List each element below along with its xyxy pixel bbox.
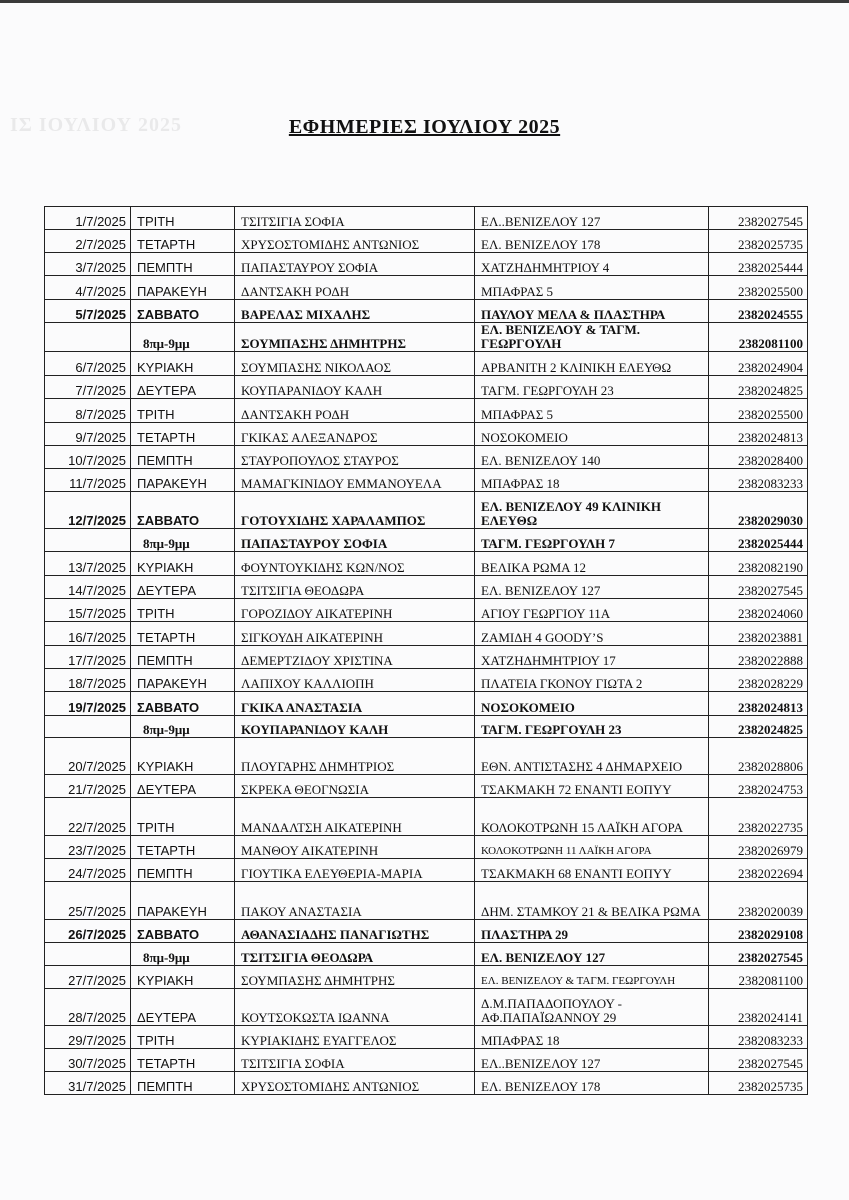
address-cell: ΕΛ. ΒΕΝΙΖΕΛΟΥ & ΤΑΓΜ. ΓΕΩΡΓΟΥΛΗ xyxy=(475,323,709,352)
day-cell: ΣΑΒΒΑΤΟ xyxy=(131,300,235,323)
day-cell: ΠΑΡΑΚΕΥΗ xyxy=(131,882,235,920)
phone-cell: 2382027545 xyxy=(709,943,808,966)
day-cell: 8πμ-9μμ xyxy=(131,943,235,966)
address-cell: ΕΛ. ΒΕΝΙΖΕΛΟΥ 178 xyxy=(475,1072,709,1095)
day-cell: ΚΥΡΙΑΚΗ xyxy=(131,738,235,775)
table-row xyxy=(45,798,808,836)
address-cell: ΕΛ. ΒΕΝΙΖΕΛΟΥ 127 xyxy=(475,943,709,966)
phone-cell: 2382025735 xyxy=(709,230,808,253)
table-row xyxy=(45,552,808,576)
phone-cell: 2382024825 xyxy=(709,376,808,399)
date-cell: 10/7/2025 xyxy=(45,446,131,469)
table-row xyxy=(45,492,808,529)
address-cell: ΑΡΒΑΝΙΤΗ 2 ΚΛΙΝΙΚΗ ΕΛΕΥΘΩ xyxy=(475,352,709,376)
phone-cell: 2382029030 xyxy=(709,492,808,529)
pharmacist-name-cell: ΣΤΑΥΡΟΠΟΥΛΟΣ ΣΤΑΥΡΟΣ xyxy=(235,446,475,469)
table-row xyxy=(45,576,808,599)
date-cell: 2/7/2025 xyxy=(45,230,131,253)
phone-cell: 2382022735 xyxy=(709,798,808,836)
table-row xyxy=(45,836,808,859)
day-cell: ΚΥΡΙΑΚΗ xyxy=(131,352,235,376)
table-row xyxy=(45,859,808,882)
date-cell: 4/7/2025 xyxy=(45,276,131,300)
pharmacist-name-cell: ΔΑΝΤΣΑΚΗ ΡΟΔΗ xyxy=(235,399,475,423)
day-cell: ΤΕΤΑΡΤΗ xyxy=(131,230,235,253)
date-cell: 27/7/2025 xyxy=(45,966,131,989)
address-cell: ΕΘΝ. ΑΝΤΙΣΤΑΣΗΣ 4 ΔΗΜΑΡΧΕΙΟ xyxy=(475,738,709,775)
phone-cell: 2382023881 xyxy=(709,622,808,646)
pharmacist-name-cell: ΜΑΜΑΓΚΙΝΙΔΟΥ ΕΜΜΑΝΟΥΕΛΑ xyxy=(235,469,475,492)
date-cell: 14/7/2025 xyxy=(45,576,131,599)
phone-cell: 2382024555 xyxy=(709,300,808,323)
table-row xyxy=(45,207,808,230)
day-cell: ΠΕΜΠΤΗ xyxy=(131,446,235,469)
address-cell: ΤΑΓΜ. ΓΕΩΡΓΟΥΛΗ 23 xyxy=(475,376,709,399)
table-row xyxy=(45,376,808,399)
date-cell: 30/7/2025 xyxy=(45,1049,131,1072)
phone-cell: 2382028229 xyxy=(709,669,808,692)
day-cell: ΤΕΤΑΡΤΗ xyxy=(131,423,235,446)
day-cell: ΔΕΥΤΕΡΑ xyxy=(131,775,235,798)
table-row xyxy=(45,692,808,716)
date-cell: 24/7/2025 xyxy=(45,859,131,882)
phone-cell: 2382083233 xyxy=(709,469,808,492)
phone-cell: 2382025444 xyxy=(709,529,808,552)
address-cell: ΝΟΣΟΚΟΜΕΙΟ xyxy=(475,692,709,716)
address-cell: ΜΠΑΦΡΑΣ 5 xyxy=(475,276,709,300)
date-cell: 1/7/2025 xyxy=(45,207,131,230)
day-cell: ΠΑΡΑΚΕΥΗ xyxy=(131,276,235,300)
address-cell: ΠΛΑΤΕΙΑ ΓΚΟΝΟΥ ΓΙΩΤΑ 2 xyxy=(475,669,709,692)
pharmacist-name-cell: ΠΑΠΑΣΤΑΥΡΟΥ ΣΟΦΙΑ xyxy=(235,529,475,552)
pharmacist-name-cell: ΤΣΙΤΣΙΓΙΑ ΣΟΦΙΑ xyxy=(235,207,475,230)
date-cell: 12/7/2025 xyxy=(45,492,131,529)
day-cell: ΤΡΙΤΗ xyxy=(131,207,235,230)
phone-cell: 2382024813 xyxy=(709,692,808,716)
pharmacist-name-cell: ΣΟΥΜΠΑΣΗΣ ΔΗΜΗΤΡΗΣ xyxy=(235,966,475,989)
table-row xyxy=(45,882,808,920)
pharmacist-name-cell: ΣΙΓΚΟΥΔΗ ΑΙΚΑΤΕΡΙΝΗ xyxy=(235,622,475,646)
day-cell: ΚΥΡΙΑΚΗ xyxy=(131,966,235,989)
phone-cell: 2382027545 xyxy=(709,576,808,599)
date-cell: 15/7/2025 xyxy=(45,599,131,622)
pharmacist-name-cell: ΠΑΠΑΣΤΑΥΡΟΥ ΣΟΦΙΑ xyxy=(235,253,475,276)
date-cell xyxy=(45,716,131,738)
pharmacist-name-cell: ΣΟΥΜΠΑΣΗΣ ΝΙΚΟΛΑΟΣ xyxy=(235,352,475,376)
phone-cell: 2382027545 xyxy=(709,1049,808,1072)
pharmacist-name-cell: ΚΟΥΠΑΡΑΝΙΔΟΥ ΚΑΛΗ xyxy=(235,716,475,738)
pharmacist-name-cell: ΧΡΥΣΟΣΤΟΜΙΔΗΣ ΑΝΤΩΝΙΟΣ xyxy=(235,1072,475,1095)
day-cell: 8πμ-9μμ xyxy=(131,529,235,552)
table-row xyxy=(45,529,808,552)
date-cell: 21/7/2025 xyxy=(45,775,131,798)
pharmacist-name-cell: ΓΚΙΚΑΣ ΑΛΕΞΑΝΔΡΟΣ xyxy=(235,423,475,446)
address-cell: ΖΑΜΙΔΗ 4 GOODY’S xyxy=(475,622,709,646)
day-cell: ΔΕΥΤΕΡΑ xyxy=(131,576,235,599)
pharmacist-name-cell: ΣΚΡΕΚΑ ΘΕΟΓΝΩΣΙΑ xyxy=(235,775,475,798)
phone-cell: 2382024813 xyxy=(709,423,808,446)
day-cell: ΠΕΜΠΤΗ xyxy=(131,253,235,276)
table-row xyxy=(45,943,808,966)
date-cell: 23/7/2025 xyxy=(45,836,131,859)
date-cell: 31/7/2025 xyxy=(45,1072,131,1095)
table-row xyxy=(45,469,808,492)
address-cell: ΕΛ..ΒΕΝΙΖΕΛΟΥ 127 xyxy=(475,207,709,230)
phone-cell: 2382029108 xyxy=(709,920,808,943)
phone-cell: 2382020039 xyxy=(709,882,808,920)
day-cell: ΤΡΙΤΗ xyxy=(131,399,235,423)
table-row xyxy=(45,300,808,323)
phone-cell: 2382081100 xyxy=(709,966,808,989)
pharmacist-name-cell: ΚΟΥΠΑΡΑΝΙΔΟΥ ΚΑΛΗ xyxy=(235,376,475,399)
pharmacist-name-cell: ΤΣΙΤΣΙΓΙΑ ΣΟΦΙΑ xyxy=(235,1049,475,1072)
schedule-rows xyxy=(45,207,808,1095)
day-cell: ΔΕΥΤΕΡΑ xyxy=(131,989,235,1026)
address-cell: ΕΛ..ΒΕΝΙΖΕΛΟΥ 127 xyxy=(475,1049,709,1072)
phone-cell: 2382083233 xyxy=(709,1026,808,1049)
table-row xyxy=(45,920,808,943)
address-cell: ΒΕΛΙΚΑ ΡΩΜΑ 12 xyxy=(475,552,709,576)
pharmacist-name-cell: ΤΣΙΤΣΙΓΙΑ ΘΕΟΔΩΡΑ xyxy=(235,576,475,599)
date-cell: 7/7/2025 xyxy=(45,376,131,399)
table-row xyxy=(45,622,808,646)
pharmacist-name-cell: ΚΥΡΙΑΚΙΔΗΣ ΕΥΑΓΓΕΛΟΣ xyxy=(235,1026,475,1049)
pharmacist-name-cell: ΣΟΥΜΠΑΣΗΣ ΔΗΜΗΤΡΗΣ xyxy=(235,323,475,352)
table-row xyxy=(45,423,808,446)
page-title: ΕΦΗΜΕΡΙΕΣ ΙΟΥΛΙΟΥ 2025 xyxy=(288,116,561,138)
scan-edge xyxy=(0,0,849,3)
table-row xyxy=(45,446,808,469)
address-cell: ΕΛ. ΒΕΝΙΖΕΛΟΥ 49 ΚΛΙΝΙΚΗ ΕΛΕΥΘΩ xyxy=(475,492,709,529)
address-cell: ΤΑΓΜ. ΓΕΩΡΓΟΥΛΗ 7 xyxy=(475,529,709,552)
table-row xyxy=(45,1026,808,1049)
table-row xyxy=(45,352,808,376)
address-cell: ΤΣΑΚΜΑΚΗ 72 ΕΝΑΝΤΙ ΕΟΠΥΥ xyxy=(475,775,709,798)
pharmacist-name-cell: ΑΘΑΝΑΣΙΑΔΗΣ ΠΑΝΑΓΙΩΤΗΣ xyxy=(235,920,475,943)
date-cell: 25/7/2025 xyxy=(45,882,131,920)
phone-cell: 2382028400 xyxy=(709,446,808,469)
day-cell: ΤΕΤΑΡΤΗ xyxy=(131,836,235,859)
phone-cell: 2382025500 xyxy=(709,276,808,300)
table-row xyxy=(45,989,808,1026)
pharmacist-name-cell: ΒΑΡΕΛΑΣ ΜΙΧΑΛΗΣ xyxy=(235,300,475,323)
date-cell: 6/7/2025 xyxy=(45,352,131,376)
table-row xyxy=(45,1072,808,1095)
day-cell: ΠΕΜΠΤΗ xyxy=(131,1072,235,1095)
phone-cell: 2382026979 xyxy=(709,836,808,859)
table-row xyxy=(45,599,808,622)
date-cell: 16/7/2025 xyxy=(45,622,131,646)
address-cell: ΠΑΥΛΟΥ ΜΕΛΑ & ΠΛΑΣΤΗΡΑ xyxy=(475,300,709,323)
pharmacist-name-cell: ΔΕΜΕΡΤΖΙΔΟΥ ΧΡΙΣΤΙΝΑ xyxy=(235,646,475,669)
table-row xyxy=(45,276,808,300)
date-cell: 26/7/2025 xyxy=(45,920,131,943)
table-row xyxy=(45,966,808,989)
address-cell: ΚΟΛΟΚΟΤΡΩΝΗ 15 ΛΑΪΚΗ ΑΓΟΡΑ xyxy=(475,798,709,836)
table-row xyxy=(45,230,808,253)
date-cell: 8/7/2025 xyxy=(45,399,131,423)
date-cell xyxy=(45,529,131,552)
pharmacist-name-cell: ΔΑΝΤΣΑΚΗ ΡΟΔΗ xyxy=(235,276,475,300)
address-cell: ΤΣΑΚΜΑΚΗ 68 ΕΝΑΝΤΙ ΕΟΠΥΥ xyxy=(475,859,709,882)
phone-cell: 2382024753 xyxy=(709,775,808,798)
date-cell: 28/7/2025 xyxy=(45,989,131,1026)
date-cell: 22/7/2025 xyxy=(45,798,131,836)
pharmacist-name-cell: ΜΑΝΔΑΛΤΣΗ ΑΙΚΑΤΕΡΙΝΗ xyxy=(235,798,475,836)
day-cell: 8πμ-9μμ xyxy=(131,323,235,352)
pharmacist-name-cell: ΠΛΟΥΓΑΡΗΣ ΔΗΜΗΤΡΙΟΣ xyxy=(235,738,475,775)
address-cell: ΠΛΑΣΤΗΡΑ 29 xyxy=(475,920,709,943)
date-cell xyxy=(45,323,131,352)
day-cell: ΔΕΥΤΕΡΑ xyxy=(131,376,235,399)
address-cell: ΚΟΛΟΚΟΤΡΩΝΗ 11 ΛΑΪΚΗ ΑΓΟΡΑ xyxy=(475,836,709,859)
table-row xyxy=(45,716,808,738)
address-cell: ΕΛ. ΒΕΝΙΖΕΛΟΥ 127 xyxy=(475,576,709,599)
day-cell: ΠΑΡΑΚΕΥΗ xyxy=(131,669,235,692)
day-cell: ΤΕΤΑΡΤΗ xyxy=(131,622,235,646)
day-cell: ΠΕΜΠΤΗ xyxy=(131,646,235,669)
day-cell: ΣΑΒΒΑΤΟ xyxy=(131,492,235,529)
phone-cell: 2382024141 xyxy=(709,989,808,1026)
day-cell: ΤΡΙΤΗ xyxy=(131,1026,235,1049)
address-cell: ΝΟΣΟΚΟΜΕΙΟ xyxy=(475,423,709,446)
phone-cell: 2382024825 xyxy=(709,716,808,738)
table-row xyxy=(45,775,808,798)
address-cell: ΜΠΑΦΡΑΣ 5 xyxy=(475,399,709,423)
pharmacist-name-cell: ΤΣΙΤΣΙΓΙΑ ΘΕΟΔΩΡΑ xyxy=(235,943,475,966)
address-cell: ΧΑΤΖΗΔΗΜΗΤΡΙΟΥ 17 xyxy=(475,646,709,669)
address-cell: ΜΠΑΦΡΑΣ 18 xyxy=(475,469,709,492)
date-cell xyxy=(45,943,131,966)
address-cell: ΔΗΜ. ΣΤΑΜΚΟΥ 21 & ΒΕΛΙΚΑ ΡΩΜΑ xyxy=(475,882,709,920)
duty-schedule-table xyxy=(44,206,808,1095)
address-cell: ΑΓΙΟΥ ΓΕΩΡΓΙΟΥ 11Α xyxy=(475,599,709,622)
address-cell: ΧΑΤΖΗΔΗΜΗΤΡΙΟΥ 4 xyxy=(475,253,709,276)
pharmacist-name-cell: ΚΟΥΤΣΟΚΩΣΤΑ ΙΩΑΝΝΑ xyxy=(235,989,475,1026)
date-cell: 17/7/2025 xyxy=(45,646,131,669)
date-cell: 29/7/2025 xyxy=(45,1026,131,1049)
day-cell: ΣΑΒΒΑΤΟ xyxy=(131,920,235,943)
phone-cell: 2382024904 xyxy=(709,352,808,376)
date-cell: 20/7/2025 xyxy=(45,738,131,775)
address-cell: ΜΠΑΦΡΑΣ 18 xyxy=(475,1026,709,1049)
date-cell: 13/7/2025 xyxy=(45,552,131,576)
phone-cell: 2382028806 xyxy=(709,738,808,775)
phone-cell: 2382024060 xyxy=(709,599,808,622)
pharmacist-name-cell: ΧΡΥΣΟΣΤΟΜΙΔΗΣ ΑΝΤΩΝΙΟΣ xyxy=(235,230,475,253)
pharmacist-name-cell: ΦΟΥΝΤΟΥΚΙΔΗΣ ΚΩΝ/ΝΟΣ xyxy=(235,552,475,576)
table-row xyxy=(45,646,808,669)
phone-cell: 2382027545 xyxy=(709,207,808,230)
address-cell: Δ.Μ.ΠΑΠΑΔΟΠΟΥΛΟΥ - ΑΦ.ΠΑΠΑΪΩΑΝΝΟΥ 29 xyxy=(475,989,709,1026)
pharmacist-name-cell: ΜΑΝΘΟΥ ΑΙΚΑΤΕΡΙΝΗ xyxy=(235,836,475,859)
day-cell: ΚΥΡΙΑΚΗ xyxy=(131,552,235,576)
table-row xyxy=(45,738,808,775)
table-row xyxy=(45,1049,808,1072)
phone-cell: 2382025500 xyxy=(709,399,808,423)
address-cell: ΕΛ. ΒΕΝΙΖΕΛΟΥ 140 xyxy=(475,446,709,469)
table-row xyxy=(45,399,808,423)
day-cell: ΤΡΙΤΗ xyxy=(131,599,235,622)
pharmacist-name-cell: ΓΚΙΚΑ ΑΝΑΣΤΑΣΙΑ xyxy=(235,692,475,716)
address-cell: ΕΛ. ΒΕΝΙΖΕΛΟΥ & ΤΑΓΜ. ΓΕΩΡΓΟΥΛΗ xyxy=(475,966,709,989)
date-cell: 11/7/2025 xyxy=(45,469,131,492)
bleed-through-title: ΙΣ ΙΟΥΛΙΟΥ 2025 xyxy=(10,114,183,136)
pharmacist-name-cell: ΠΑΚΟΥ ΑΝΑΣΤΑΣΙΑ xyxy=(235,882,475,920)
pharmacist-name-cell: ΓΟΤΟΥΧΙΔΗΣ ΧΑΡΑΛΑΜΠΟΣ xyxy=(235,492,475,529)
pharmacist-name-cell: ΓΙΟΥΤΙΚΑ ΕΛΕΥΘΕΡΙΑ-ΜΑΡΙΑ xyxy=(235,859,475,882)
day-cell: 8πμ-9μμ xyxy=(131,716,235,738)
day-cell: ΠΑΡΑΚΕΥΗ xyxy=(131,469,235,492)
date-cell: 5/7/2025 xyxy=(45,300,131,323)
address-cell: ΤΑΓΜ. ΓΕΩΡΓΟΥΛΗ 23 xyxy=(475,716,709,738)
phone-cell: 2382081100 xyxy=(709,323,808,352)
date-cell: 18/7/2025 xyxy=(45,669,131,692)
address-cell: ΕΛ. ΒΕΝΙΖΕΛΟΥ 178 xyxy=(475,230,709,253)
phone-cell: 2382025735 xyxy=(709,1072,808,1095)
day-cell: ΤΕΤΑΡΤΗ xyxy=(131,1049,235,1072)
table-row xyxy=(45,669,808,692)
pharmacist-name-cell: ΓΟΡΟΖΙΔΟΥ ΑΙΚΑΤΕΡΙΝΗ xyxy=(235,599,475,622)
date-cell: 19/7/2025 xyxy=(45,692,131,716)
table-row xyxy=(45,323,808,352)
pharmacist-name-cell: ΛΑΠΙΧΟΥ ΚΑΛΛΙΟΠΗ xyxy=(235,669,475,692)
phone-cell: 2382025444 xyxy=(709,253,808,276)
day-cell: ΣΑΒΒΑΤΟ xyxy=(131,692,235,716)
date-cell: 3/7/2025 xyxy=(45,253,131,276)
phone-cell: 2382022888 xyxy=(709,646,808,669)
day-cell: ΠΕΜΠΤΗ xyxy=(131,859,235,882)
table-row xyxy=(45,253,808,276)
phone-cell: 2382082190 xyxy=(709,552,808,576)
date-cell: 9/7/2025 xyxy=(45,423,131,446)
day-cell: ΤΡΙΤΗ xyxy=(131,798,235,836)
phone-cell: 2382022694 xyxy=(709,859,808,882)
